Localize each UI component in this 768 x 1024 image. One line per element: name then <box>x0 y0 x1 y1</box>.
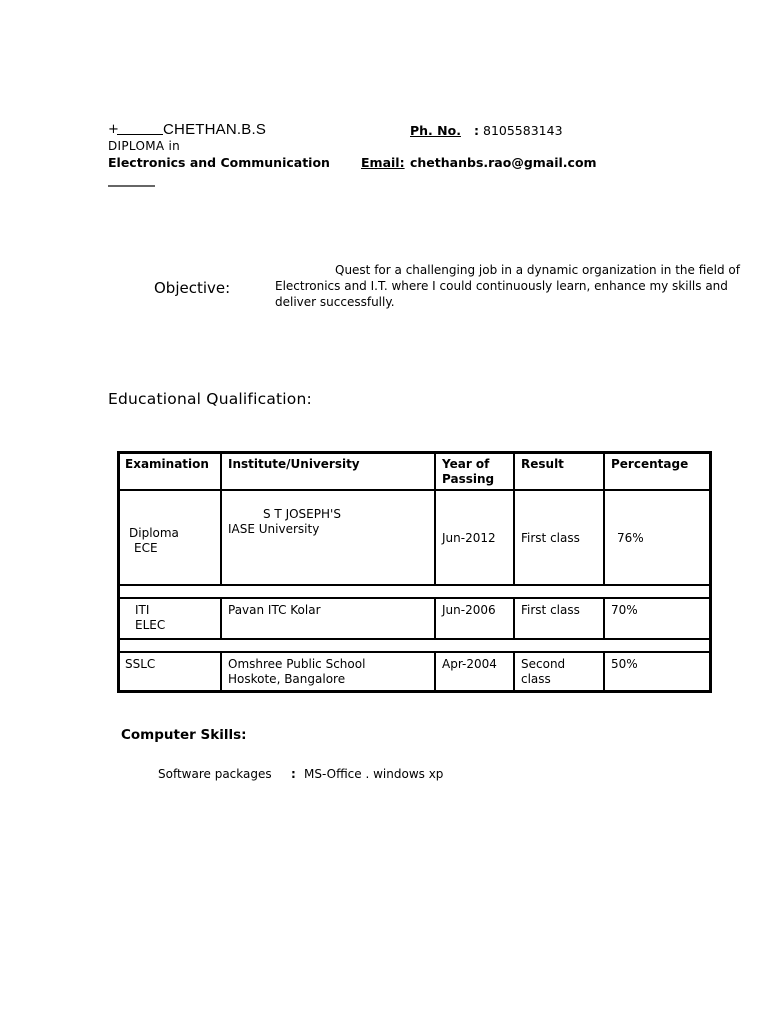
exam-line2: ELEC <box>135 618 166 632</box>
education-heading: Educational Qualification: <box>108 390 312 408</box>
col-header-percentage: Percentage <box>604 452 711 490</box>
cell-examination <box>118 652 221 692</box>
computer-skills-heading: Computer Skills: <box>121 727 247 743</box>
cell-institute <box>221 490 435 585</box>
cell-result: First class <box>514 598 604 639</box>
email-value: chethanbs.rao@gmail.com <box>410 155 597 170</box>
inst-line2: IASE University <box>228 522 320 536</box>
exam-line1: SSLC <box>125 657 156 671</box>
spacer-row <box>118 585 711 598</box>
phone-value: 8105583143 <box>483 123 563 138</box>
table-header-row <box>118 452 711 490</box>
table-row <box>118 598 711 639</box>
col-header-result: Result <box>514 452 604 490</box>
exam-line1: ITI <box>135 603 150 617</box>
divider-line <box>108 185 155 187</box>
table-row <box>118 652 711 692</box>
phone-colon: : <box>474 123 479 138</box>
inst-line1: Pavan ITC Kolar <box>228 603 321 617</box>
objective-label: Objective: <box>154 279 231 297</box>
cell-percentage: 76% <box>604 490 711 585</box>
cell-examination <box>118 490 221 585</box>
email-label: Email: <box>361 155 405 170</box>
education-table <box>117 451 712 693</box>
candidate-name: CHETHAN.B.S <box>163 121 267 138</box>
cell-result: First class <box>514 490 604 585</box>
cell-percentage: 70% <box>604 598 711 639</box>
table-row <box>118 490 711 585</box>
inst-line1: S T JOSEPH'S <box>263 507 341 521</box>
cell-result: Second class <box>514 652 604 692</box>
col-header-year: Year of Passing <box>435 452 514 490</box>
branch-text: Electronics and Communication <box>108 155 330 170</box>
phone-label: Ph. No. <box>410 123 461 138</box>
software-packages-label: Software packages <box>158 767 272 781</box>
cell-institute <box>221 652 435 692</box>
inst-line2: Hoskote, Bangalore <box>228 672 346 686</box>
cell-percentage: 50% <box>604 652 711 692</box>
exam-line2: ECE <box>134 540 158 555</box>
cell-year: Jun-2012 <box>435 490 514 585</box>
inst-line1: Omshree Public School <box>228 657 366 671</box>
objective-text: Quest for a challenging job in a dynamic organization in the field of Electronics and I.T. where I could continuously learn, enhance my skills and deliver successfully. <box>275 263 740 309</box>
name-underline <box>117 134 163 135</box>
cell-examination <box>118 598 221 639</box>
software-packages-colon: : <box>291 767 296 781</box>
col-header-examination: Examination <box>118 452 221 490</box>
software-packages-value: MS-Office . windows xp <box>304 767 444 781</box>
col-header-institute: Institute/University <box>221 452 435 490</box>
cell-institute <box>221 598 435 639</box>
cell-year: Jun-2006 <box>435 598 514 639</box>
exam-line1: Diploma <box>129 525 179 540</box>
spacer-row <box>118 639 711 652</box>
objective-text-block <box>275 262 750 310</box>
cell-year: Apr-2004 <box>435 652 514 692</box>
plus-sign: + <box>108 122 119 137</box>
diploma-line: DIPLOMA in <box>108 139 181 153</box>
